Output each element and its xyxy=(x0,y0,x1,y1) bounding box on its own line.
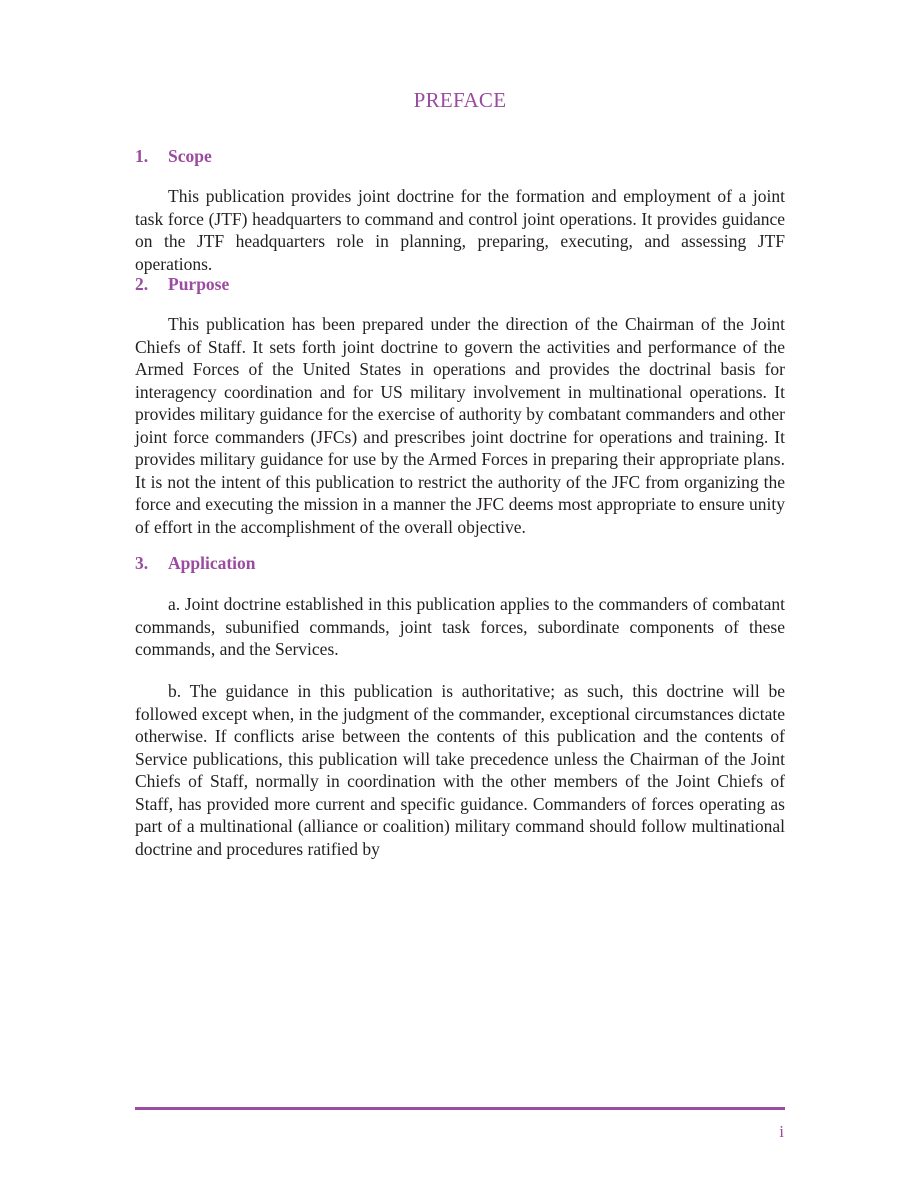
section-title: Purpose xyxy=(168,274,230,294)
application-paragraph-a: a. Joint doctrine established in this publication applies to the commanders of combatant commands, subunified commands, joint task forces, subordinate components of these commands, and the Services. xyxy=(135,594,785,659)
section-number: 1. xyxy=(135,146,149,166)
footer-rule xyxy=(135,1107,785,1110)
purpose-paragraph: This publication has been prepared under the direction of the Chairman of the Joint Chiefs of Staff. It sets forth joint doctrine to govern the activities and performance of the Armed Forces of the United States in operations and provides the doctrinal basis for interagency coordination and for US military involvement in multinational operations. It provides military guidance for the exercise of authority by combatant commanders and other joint force commanders (JFCs) and prescribes joint doctrine for operations and training. It provides military guidance for use by the Armed Forces in preparing their appropriate plans. It is not the intent of this publication to restrict the authority of the JFC from organizing the force and executing the mission in a manner the JFC deems most appropriate to ensure unity of effort in the accomplishment of the overall objective. xyxy=(135,314,785,537)
section-heading-scope xyxy=(135,146,212,167)
page-number: i xyxy=(779,1122,784,1141)
page-title: PREFACE xyxy=(413,88,507,112)
section-title: Scope xyxy=(168,146,212,166)
section-number: 2. xyxy=(135,274,149,294)
section-heading-application xyxy=(135,553,256,574)
section-heading-purpose xyxy=(135,274,229,295)
scope-paragraph: This publication provides joint doctrine for the formation and employment of a joint task force (JTF) headquarters to command and control joint operations. It provides guidance on the JTF headquarters role in planning, preparing, executing, and assessing JTF operations. xyxy=(135,186,785,274)
section-title: Application xyxy=(168,553,256,573)
section-number: 3. xyxy=(135,553,149,573)
application-paragraph-b: b. The guidance in this publication is authoritative; as such, this doctrine will be followed except when, in the judgment of the commander, exceptional circumstances dictate otherwise. If conflicts arise between the contents of this publication and the contents of Service publications, this publication will take precedence unless the Chairman of the Joint Chiefs of Staff, normally in coordination with the other members of the Joint Chiefs of Staff, has provided more current and specific guidance. Commanders of forces operating as part of a multinational (alliance or coalition) military command should follow multinational doctrine and procedures ratified by xyxy=(135,681,785,859)
